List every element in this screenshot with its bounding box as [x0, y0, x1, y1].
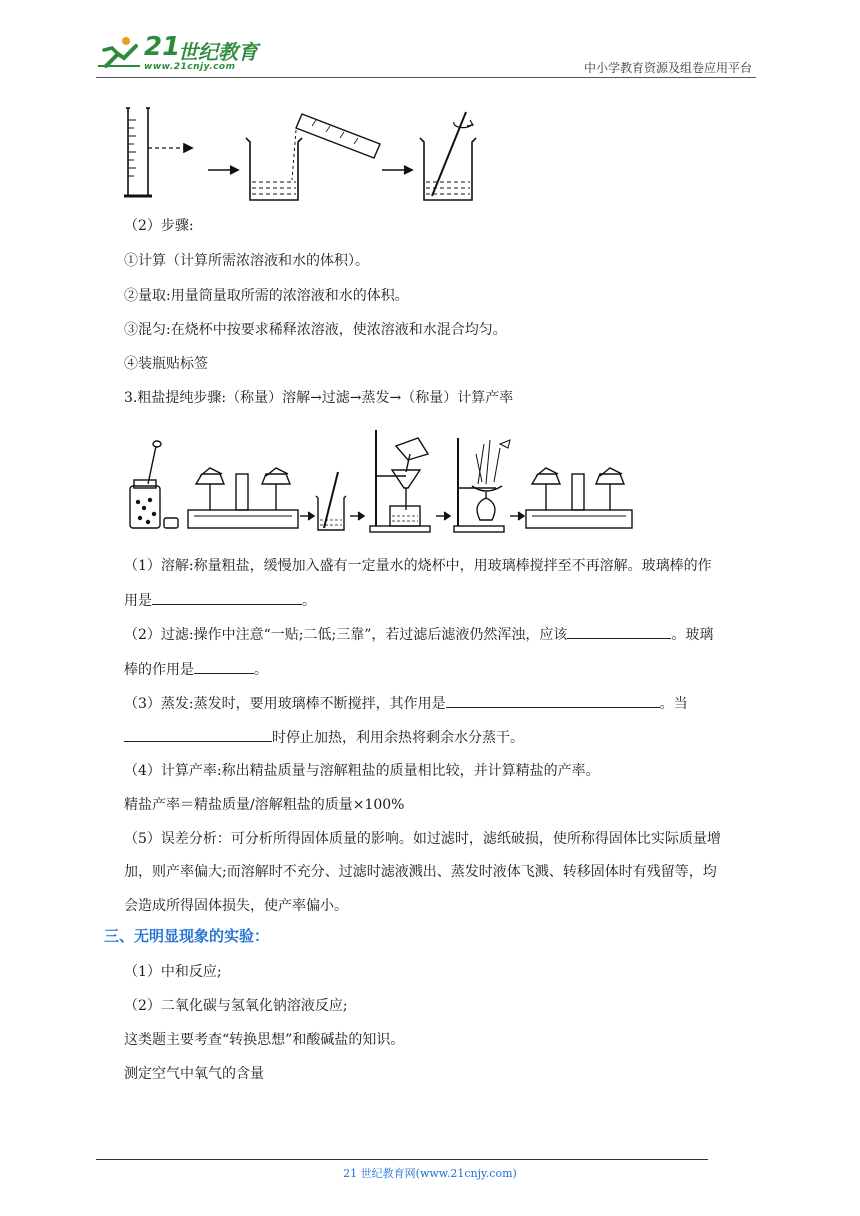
filter-text-c: 棒的作用是: [124, 662, 194, 678]
evaporate-text-a: （3）蒸发:蒸发时，要用玻璃棒不断搅拌，其作用是: [124, 696, 446, 712]
logo-url: www.21cnjy.com: [144, 62, 236, 72]
step-mix: ③混匀:在烧杯中按要求稀释浓溶液，使浓溶液和水混合均匀。: [124, 322, 507, 338]
dissolve-prefix: 用是: [124, 593, 152, 609]
answer-blank-3[interactable]: [194, 659, 254, 674]
calc-formula: 精盐产率＝精盐质量/溶解粗盐的质量×100%: [124, 797, 405, 813]
answer-blank-1[interactable]: [152, 590, 302, 605]
dilution-procedure-figure: [120, 100, 500, 212]
error-line-1: （5）误差分析：可分析所得固体质量的影响。如过滤时，滤纸破损，使所称得固体比实际质量增: [124, 831, 721, 847]
platform-tagline: 中小学教育资源及组卷应用平台: [583, 61, 752, 75]
filter-text-a: （2）过滤:操作中注意“一贴;二低;三靠”，若过滤后滤液仍然浑浊，应该: [124, 627, 568, 643]
oxygen-line: 测定空气中氧气的含量: [124, 1066, 264, 1082]
salt-purification-figure: [124, 424, 636, 540]
calc-line-1: （4）计算产率:称出精盐质量与溶解粗盐的质量相比较，并计算精盐的产率。: [124, 763, 600, 779]
logo-chinese: 世纪教育: [178, 40, 258, 64]
filter-text-b: 。玻璃: [671, 627, 714, 643]
steps-title: （2）步骤:: [124, 218, 194, 234]
evaporate-text-c: 时停止加热，利用余热将剩余水分蒸干。: [272, 730, 524, 746]
salt-purification-title: 3.粗盐提纯步骤:（称量）溶解→过滤→蒸发→（称量）计算产率: [124, 390, 514, 406]
section-3-heading: 三、无明显现象的实验：: [104, 927, 270, 945]
runner-logo-icon: [96, 36, 142, 70]
header-divider: [96, 77, 756, 78]
evaporate-line-2: [124, 727, 524, 748]
footer-divider: [96, 1159, 708, 1160]
item-neutralization: （1）中和反应;: [124, 964, 222, 980]
dissolve-line-1: （1）溶解:称量粗盐，缓慢加入盛有一定量水的烧杯中，用玻璃棒搅拌至不再溶解。玻璃棒的作: [124, 558, 712, 574]
error-line-3: 会造成所得固体损失，使产率偏小。: [124, 898, 348, 914]
error-line-2: 加，则产率偏大;而溶解时不充分、过滤时滤液溅出、蒸发时液体飞溅、转移固体时有残留等，均: [124, 864, 717, 880]
footer-text[interactable]: 21 世纪教育网(www.21cnjy.com): [343, 1167, 517, 1180]
site-logo[interactable]: [96, 30, 276, 76]
note-line: 这类题主要考查“转换思想”和酸碱盐的知识。: [124, 1032, 405, 1048]
evaporate-line-1: [124, 693, 688, 714]
step-calculate: ①计算（计算所需浓溶液和水的体积）。: [124, 253, 369, 269]
page-header: [96, 30, 756, 78]
step-label: ④装瓶贴标签: [124, 356, 208, 372]
period-1: 。: [302, 593, 316, 609]
period-2: 。: [254, 662, 268, 678]
step-measure: ②量取:用量筒量取所需的浓溶液和水的体积。: [124, 288, 409, 304]
answer-blank-5[interactable]: [124, 727, 272, 742]
filter-line-2: [124, 659, 268, 680]
filter-line-1: [124, 624, 713, 645]
answer-blank-4[interactable]: [446, 693, 660, 708]
answer-blank-2[interactable]: [567, 624, 671, 639]
evaporate-text-b: 。当: [659, 696, 688, 712]
dissolve-line-2: [124, 590, 316, 611]
item-co2-naoh: （2）二氧化碳与氢氧化钠溶液反应;: [124, 998, 348, 1014]
logo-number: 21: [144, 32, 181, 62]
